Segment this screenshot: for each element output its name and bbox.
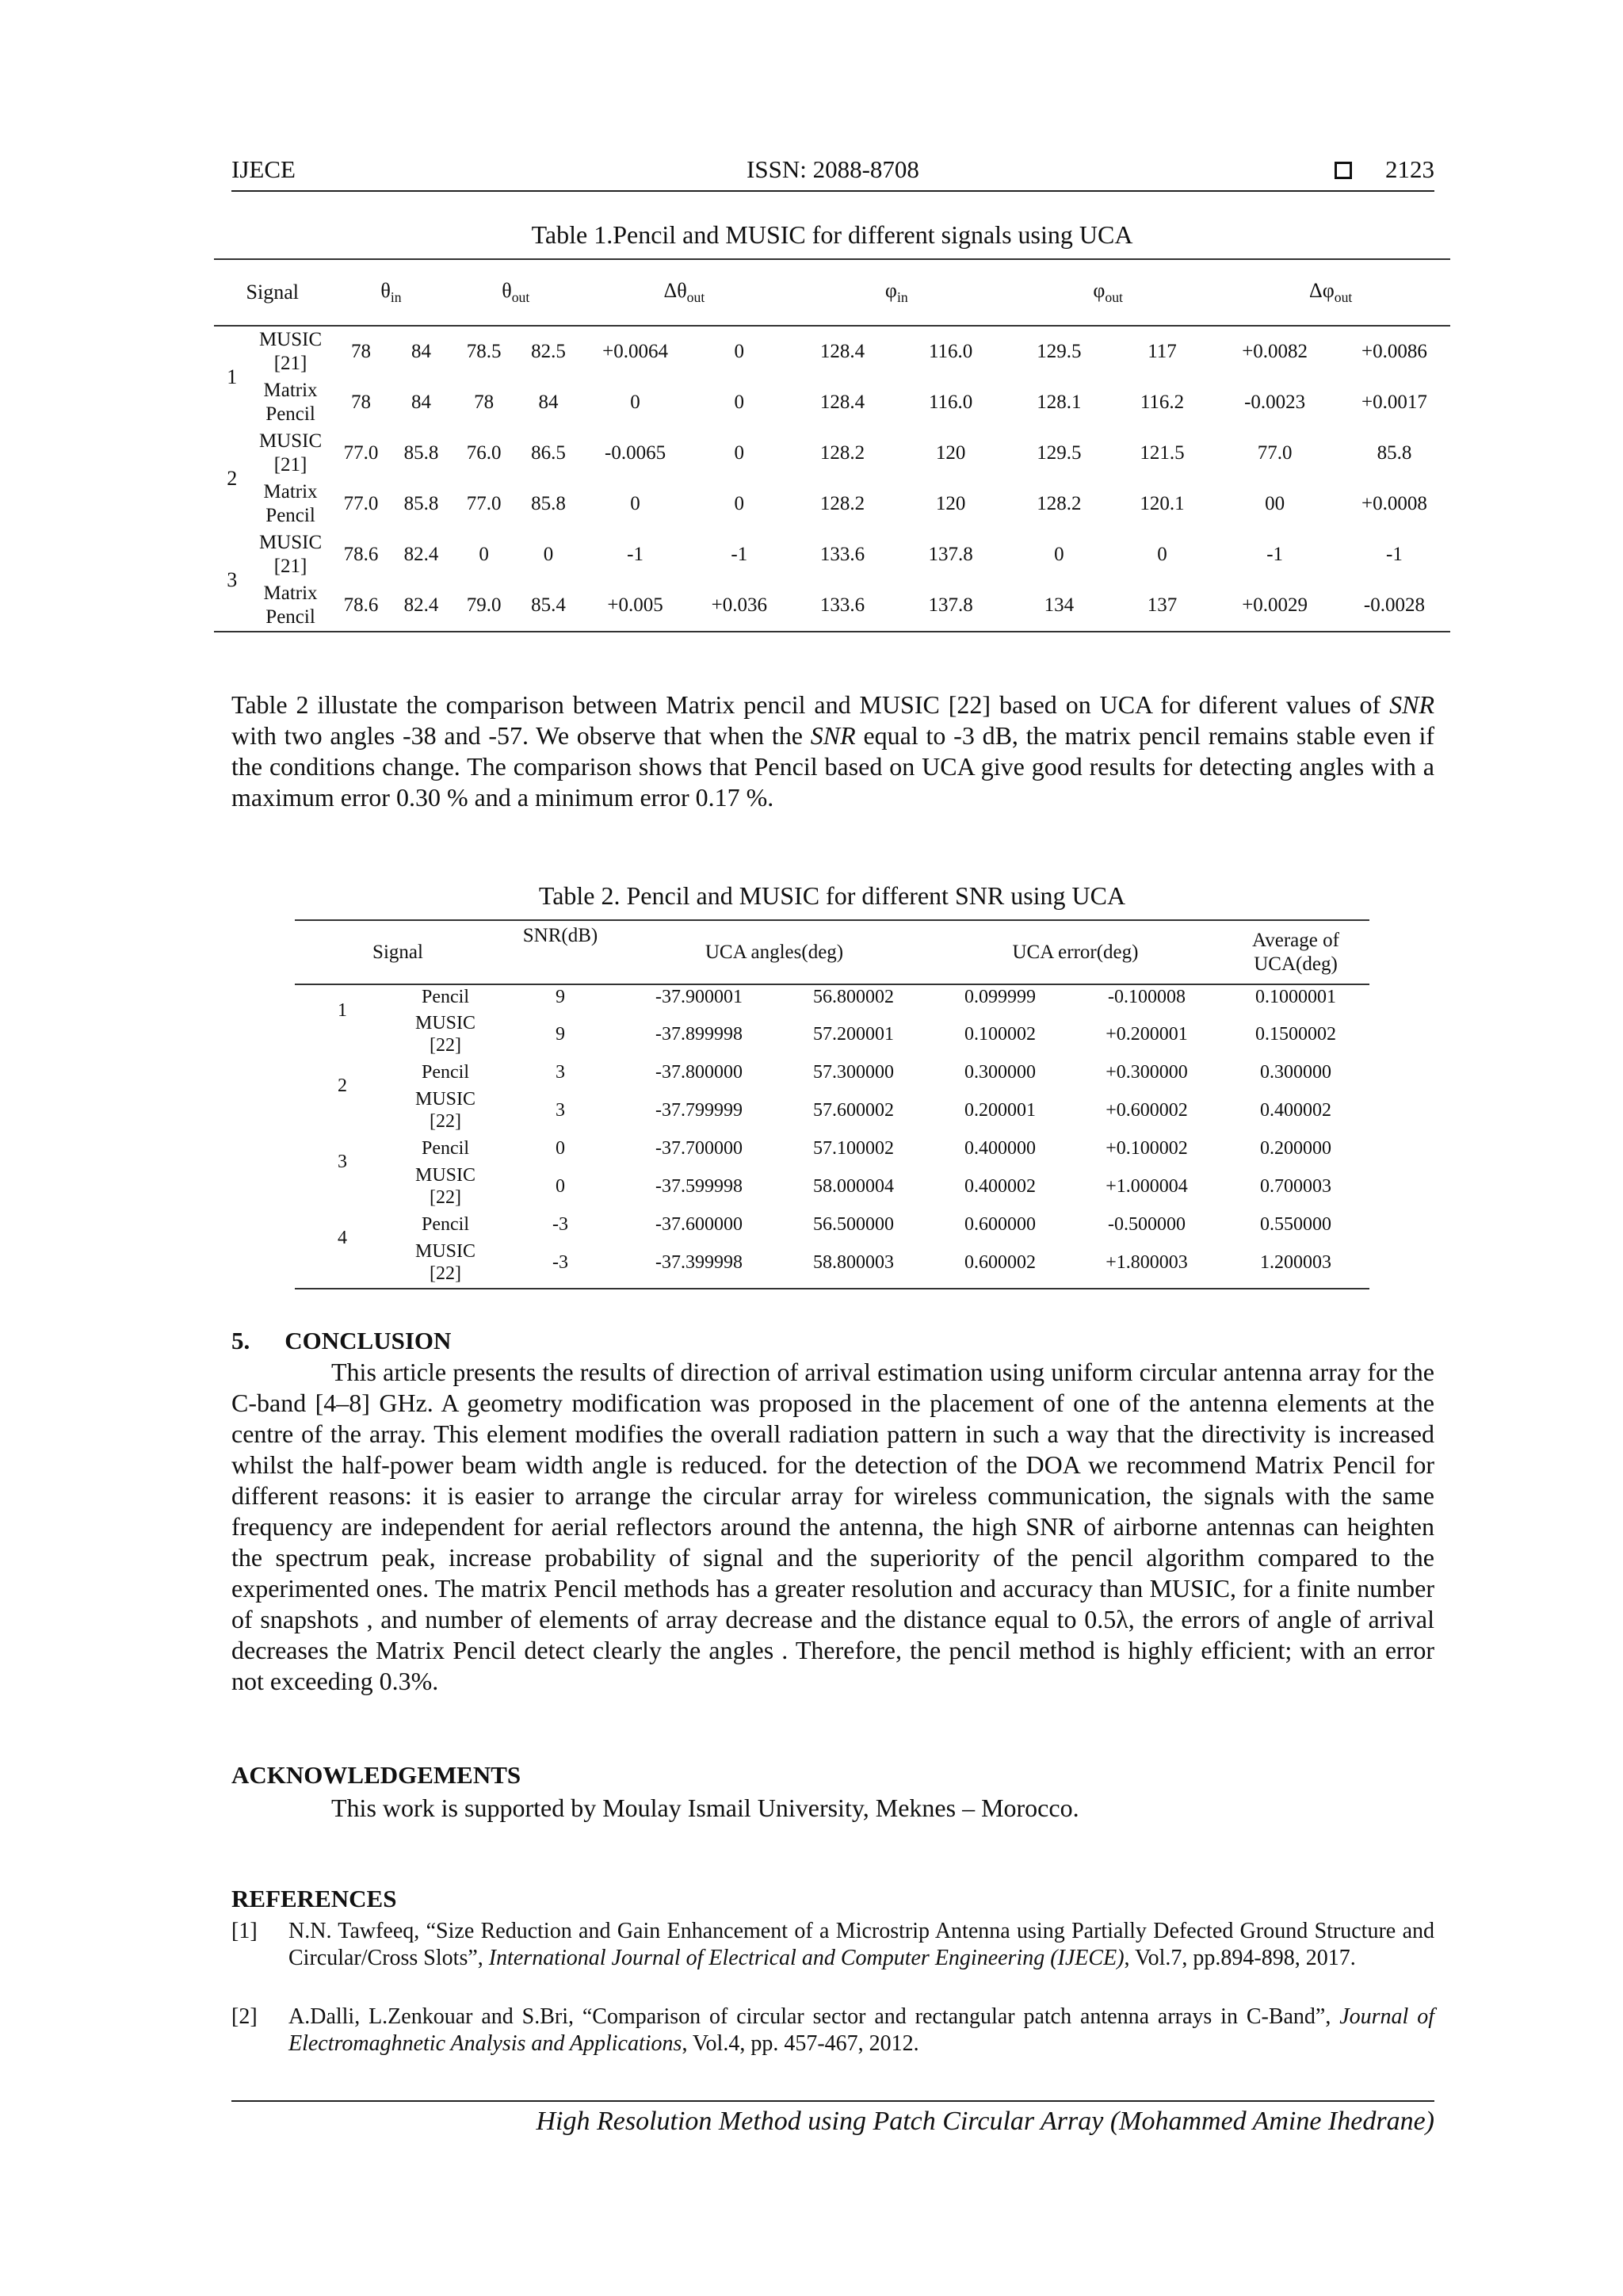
table-cell: -0.0028: [1363, 594, 1425, 616]
table-cell: 0.200000: [1260, 1138, 1331, 1159]
table-cell: 78.6: [343, 544, 379, 565]
table-cell: 56.800002: [813, 986, 894, 1007]
table-row: [214, 428, 1450, 479]
signal-number: 1: [227, 365, 238, 388]
table-cell: 0.400000: [964, 1138, 1036, 1159]
table-row: [295, 1160, 1369, 1213]
table1: [214, 258, 1450, 632]
table-cell: 133.6: [819, 544, 865, 565]
table-cell: 77.0: [343, 442, 379, 464]
table-cell: 0: [734, 493, 745, 514]
table2-caption-wrap: [295, 881, 1369, 911]
table-cell: 0: [556, 1138, 565, 1159]
table-cell: 0: [556, 1176, 565, 1197]
table-cell: 0: [543, 544, 554, 565]
table-cell: 0: [734, 392, 745, 413]
table-cell: 116.0: [928, 392, 973, 413]
table-row: [214, 479, 1450, 529]
table-cell: 0.1000001: [1255, 986, 1336, 1007]
table-cell: 78.6: [343, 594, 379, 616]
table-row: [295, 1008, 1369, 1060]
table-cell: 57.200001: [813, 1024, 894, 1045]
table-row: [295, 1060, 1369, 1084]
table-cell: 0.550000: [1260, 1214, 1331, 1235]
method-cell: MUSIC [21]: [258, 430, 323, 476]
table-cell: -37.800000: [655, 1062, 743, 1083]
table-cell: +0.300000: [1106, 1062, 1188, 1083]
table-cell: 0: [630, 392, 640, 413]
table-cell: 78: [351, 341, 371, 362]
table-cell: +0.036: [711, 594, 767, 616]
table-cell: 0: [1054, 544, 1064, 565]
table-cell: -3: [552, 1251, 568, 1273]
table-cell: 137: [1147, 594, 1178, 616]
table-cell: +0.005: [607, 594, 663, 616]
signal-number: 4: [338, 1228, 347, 1248]
table-cell: 57.300000: [813, 1062, 894, 1083]
table-cell: 0.1500002: [1255, 1024, 1336, 1045]
reference-2: [2] A.Dalli, L.Zenkouar and S.Bri, “Comparison of circular sector and rectangular patch antenna arrays in C-Band”, Journal of Electromaghnetic Analysis and Applications, Vol.4, pp. 457-467, 2012.: [231, 2004, 1434, 2056]
table-cell: 82.5: [531, 341, 566, 362]
table-cell: 84: [411, 392, 431, 413]
table-cell: 0: [630, 493, 640, 514]
table-cell: 57.600002: [813, 1100, 894, 1121]
table-cell: 84: [411, 341, 431, 362]
table-cell: 84: [538, 392, 559, 413]
table-cell: 82.4: [403, 594, 439, 616]
method-cell: Pencil: [422, 1062, 469, 1083]
table-cell: 58.000004: [813, 1176, 894, 1197]
table-cell: 0: [734, 341, 745, 362]
table-row: [295, 1084, 1369, 1137]
table-cell: 116.0: [928, 341, 973, 362]
table-cell: 0.600002: [964, 1251, 1036, 1273]
table-cell: -37.700000: [655, 1138, 743, 1159]
table-cell: 133.6: [819, 594, 865, 616]
table1-header-signal: Signal: [246, 281, 299, 304]
table-cell: 82.4: [403, 544, 439, 565]
method-cell: Pencil: [422, 986, 469, 1007]
table-cell: 76.0: [466, 442, 502, 464]
table-cell: -3: [552, 1214, 568, 1235]
table-cell: +0.0082: [1242, 341, 1308, 362]
table2-header-average: Average of UCA(deg): [1252, 929, 1339, 975]
table1-header-theta-in: $\theta_{in}$: [380, 278, 402, 306]
table-cell: 128.4: [819, 392, 865, 413]
table1-header-theta-out: $\theta_{out}$: [502, 278, 530, 306]
table1-header-phi-in: $\varphi_{in}$: [884, 278, 908, 306]
table-cell: 0.300000: [1260, 1062, 1331, 1083]
table-cell: -37.899998: [655, 1024, 743, 1045]
ack-text: This work is supported by Moulay Ismail University, Meknes – Morocco.: [331, 1794, 1079, 1822]
table-cell: 78: [351, 392, 371, 413]
table-cell: 77.0: [466, 493, 502, 514]
journal-name: IJECE: [231, 155, 296, 183]
table-cell: 79.0: [466, 594, 502, 616]
method-cell: Pencil: [422, 1214, 469, 1235]
snr-term: SNR: [810, 721, 856, 750]
table-cell: 57.100002: [813, 1138, 894, 1159]
table-cell: -1: [627, 544, 643, 565]
table-cell: +0.0008: [1361, 493, 1427, 514]
table-cell: 0: [1157, 544, 1167, 565]
table-cell: 129.5: [1037, 341, 1082, 362]
table-row: [214, 580, 1450, 632]
running-header: [231, 155, 1434, 192]
conclusion-text: This article presents the results of direction of arrival estimation using uniform circular antenna array for the C-band [4–8] GHz. A geometry modification was proposed in the placement of one of the antenna elements at the centre of the array. This element modifies the overall radiation pattern in such a way that the directivity is increased whilst the half-power beam width angle is reduced. for the detection of the DOA we recommend Matrix Pencil for different reasons: it is easier to arrange the circular array for wireless communication, the signals with the same frequency are independent for aerial reflectors around the antenna, the high SNR of airborne antennas can heighten the spectrum peak, increase probability of signal and the superiority of the pencil algorithm compared to the experimented ones. The matrix Pencil methods has a greater resolution and accuracy than MUSIC, for a finite number of snapshots , and number of elements of array decrease and the distance equal to 0.5λ, the errors of angle of arrival decreases the Matrix Pencil detect clearly the angles . Therefore, the pencil method is highly efficient; with an error not exceeding 0.3%.: [231, 1358, 1434, 1695]
signal-number: 1: [338, 1000, 347, 1021]
square-bullet-icon: [1335, 162, 1352, 179]
table2-header-signal: Signal: [372, 941, 423, 963]
table-cell: 1.200003: [1260, 1251, 1331, 1273]
method-cell: MUSIC [22]: [414, 1013, 476, 1056]
method-cell: MUSIC [22]: [414, 1165, 476, 1208]
method-cell: MUSIC [21]: [258, 532, 323, 577]
signal-number: 2: [227, 467, 238, 490]
table2-header-snr: SNR(dB): [522, 925, 598, 946]
table-cell: 85.8: [403, 442, 439, 464]
table-cell: -37.799999: [655, 1100, 743, 1121]
table-cell: 0.600000: [964, 1214, 1036, 1235]
table-cell: 0.099999: [964, 986, 1036, 1007]
table-row: [295, 1137, 1369, 1160]
table-cell: 86.5: [531, 442, 566, 464]
table-cell: 00: [1265, 493, 1285, 514]
table-cell: 0.700003: [1260, 1176, 1331, 1197]
table-cell: 0.400002: [1260, 1100, 1331, 1121]
table-cell: 128.2: [1037, 493, 1082, 514]
table2-header-error: UCA error(deg): [1012, 941, 1139, 963]
table-cell: 58.800003: [813, 1251, 894, 1273]
table2-header-row: [295, 920, 1369, 984]
table-cell: -0.0023: [1244, 392, 1306, 413]
table1-header-phi-out: $\varphi_{out}$: [1093, 278, 1123, 306]
table-cell: 85.8: [531, 493, 566, 514]
table-row: [214, 326, 1450, 377]
table1-header-row: [214, 259, 1450, 326]
table2: [295, 919, 1369, 1289]
page-number-block: [1335, 155, 1434, 184]
table-cell: 56.500000: [813, 1214, 894, 1235]
table-cell: 137.8: [928, 594, 973, 616]
table-cell: -37.399998: [655, 1251, 743, 1273]
table-cell: 120: [935, 442, 966, 464]
table-row: [295, 1213, 1369, 1236]
table-cell: -0.0065: [605, 442, 666, 464]
table-cell: 85.8: [1377, 442, 1412, 464]
ack-heading: ACKNOWLEDGEMENTS: [231, 1761, 521, 1789]
table-cell: 0.200001: [964, 1100, 1036, 1121]
table-cell: +0.100002: [1106, 1138, 1188, 1159]
method-cell: Pencil: [422, 1138, 469, 1159]
signal-number: 3: [338, 1152, 347, 1172]
table-cell: -37.599998: [655, 1176, 743, 1197]
table-cell: 120.1: [1140, 493, 1185, 514]
table-cell: 137.8: [928, 544, 973, 565]
method-cell: Matrix Pencil: [263, 380, 318, 425]
table-cell: +0.0064: [602, 341, 668, 362]
table-cell: 9: [556, 986, 565, 1007]
table-cell: -37.900001: [655, 986, 743, 1007]
method-cell: MUSIC [22]: [414, 1089, 476, 1132]
table1-header-dtheta-out: $\Delta\theta_{out}$: [663, 278, 705, 306]
conclusion-heading: 5. CONCLUSION: [231, 1327, 452, 1354]
page-number: 2123: [1385, 155, 1434, 183]
table-cell: 128.4: [819, 341, 865, 362]
table1-header-dphi-out: $\Delta\varphi_{out}$: [1309, 278, 1353, 306]
method-cell: MUSIC [21]: [258, 329, 323, 374]
table-cell: +0.0017: [1361, 392, 1427, 413]
table-cell: -1: [731, 544, 748, 565]
table-cell: 120: [935, 493, 966, 514]
table-cell: +0.0029: [1242, 594, 1308, 616]
method-cell: Matrix Pencil: [263, 481, 318, 526]
table-cell: +0.600002: [1106, 1100, 1188, 1121]
table-cell: 0.400002: [964, 1176, 1036, 1197]
table-cell: 129.5: [1037, 442, 1082, 464]
table-cell: 134: [1044, 594, 1075, 616]
table1-caption-wrap: [214, 220, 1450, 250]
table2-body: [295, 984, 1369, 1289]
table-cell: 128.2: [819, 442, 865, 464]
running-footer: High Resolution Method using Patch Circular Array (Mohammed Amine Ihedrane): [231, 2100, 1434, 2137]
table-cell: 0.300000: [964, 1062, 1036, 1083]
table-cell: 128.1: [1037, 392, 1082, 413]
references-heading: REFERENCES: [231, 1885, 397, 1912]
table-cell: 78.5: [466, 341, 502, 362]
table-row: [214, 377, 1450, 428]
table2-header-angles: UCA angles(deg): [705, 941, 844, 963]
method-cell: Matrix Pencil: [263, 583, 318, 628]
table-cell: -0.100008: [1108, 986, 1186, 1007]
table-cell: 117: [1148, 341, 1177, 362]
table-cell: 3: [556, 1100, 565, 1121]
table-cell: 9: [556, 1024, 565, 1045]
signal-number: 3: [227, 568, 238, 591]
comparison-paragraph: Table 2 illustate the comparison between Matrix pencil and MUSIC [22] based on UCA for diferent values of SNR with two angles -38 and -57. We observe that when the SNR equal to -3 dB, the matrix pencil remains stable even if the conditions change. The comparison shows that Pencil based on UCA give good results for detecting angles with a maximum error 0.30 % and a minimum error 0.17 %.: [231, 690, 1435, 812]
table-cell: +0.200001: [1106, 1024, 1188, 1045]
table-cell: 128.2: [819, 493, 865, 514]
table-cell: 78: [474, 392, 495, 413]
reference-1: [1] N.N. Tawfeeq, “Size Reduction and Gain Enhancement of a Microstrip Antenna using Partially Defected Ground Structure and Circular/Cross Slots”, International Journal of Electrical and Computer Engineering (IJECE), Vol.7, pp.894-898, 2017.: [231, 1919, 1434, 1970]
table-cell: +1.800003: [1106, 1251, 1188, 1273]
table-row: [295, 984, 1369, 1008]
table-cell: 77.0: [1257, 442, 1293, 464]
table-cell: 0.100002: [964, 1024, 1036, 1045]
signal-number: 2: [338, 1075, 347, 1096]
table-cell: 0: [479, 544, 489, 565]
table-cell: 85.4: [531, 594, 566, 616]
table-cell: 0: [734, 442, 745, 464]
table1-body: [214, 326, 1450, 632]
table-cell: -1: [1266, 544, 1284, 565]
table-row: [214, 529, 1450, 580]
table-cell: +1.000004: [1106, 1176, 1188, 1197]
table-cell: -0.500000: [1108, 1214, 1186, 1235]
table-cell: 116.2: [1140, 392, 1185, 413]
table-cell: 3: [556, 1062, 565, 1083]
issn: ISSN: 2088-8708: [747, 155, 919, 183]
snr-term: SNR: [1389, 690, 1434, 719]
table-cell: -1: [1386, 544, 1403, 565]
table-cell: +0.0086: [1361, 341, 1427, 362]
table-cell: 121.5: [1140, 442, 1185, 464]
table2-caption: Table 2. Pencil and MUSIC for different SNR using UCA: [538, 881, 1126, 910]
table-cell: -37.600000: [655, 1214, 743, 1235]
table-row: [295, 1236, 1369, 1289]
table-cell: 85.8: [403, 493, 439, 514]
table1-caption: Table 1.Pencil and MUSIC for different signals using UCA: [531, 220, 1133, 249]
method-cell: MUSIC [22]: [414, 1240, 476, 1284]
table-cell: 77.0: [343, 493, 379, 514]
